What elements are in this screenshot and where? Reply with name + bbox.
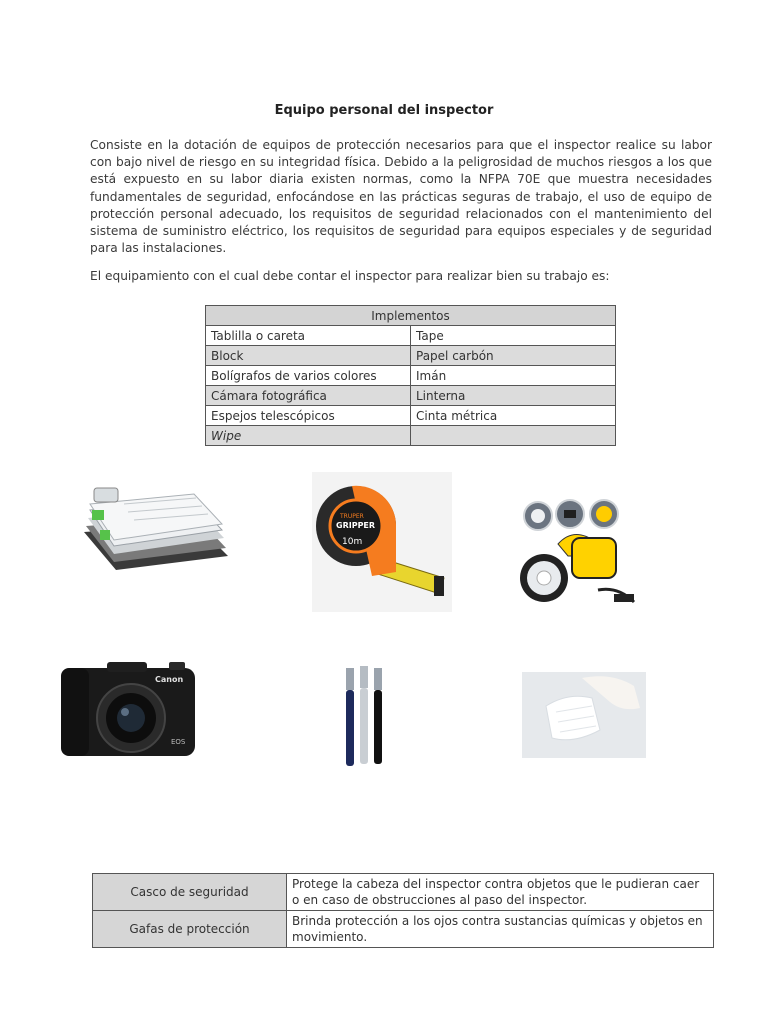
table-cell: Wipe [206,426,411,446]
table-cell: Papel carbón [411,346,616,366]
table-row [93,874,714,911]
safety-item-description: Brinda protección a los ojos contra sustancias químicas y objetos en movimiento. [287,911,714,948]
table-row [206,426,616,446]
implements-table [205,305,616,446]
camera-model-label: EOS [171,738,186,746]
safety-item-description: Protege la cabeza del inspector contra objetos que le pudieran caer o en caso de obstrucciones al paso del inspector. [287,874,714,911]
table-row [206,326,616,346]
measuring-tape-image [312,472,452,612]
table-cell: Imán [411,366,616,386]
camera-brand-label: Canon [155,675,184,684]
table-row [206,346,616,366]
document-title: Equipo personal del inspector [274,103,494,118]
tape-length-label: 10m [342,537,363,547]
flashlight-image [518,498,642,624]
camera-image [57,660,199,764]
table-cell [411,426,616,446]
table-row [206,406,616,426]
table-cell: Tablilla o careta [206,326,411,346]
table-cell: Block [206,346,411,366]
table-row [206,366,616,386]
table-cell: Cinta métrica [411,406,616,426]
table-row [93,911,714,948]
clipboard-image [78,474,230,580]
table-cell: Linterna [411,386,616,406]
table-row [206,386,616,406]
safety-item-label: Gafas de protección [93,911,287,948]
table-cell: Cámara fotográfica [206,386,411,406]
table-cell: Tape [411,326,616,346]
pens-image [340,664,390,770]
safety-equipment-table [92,873,714,948]
table-cell: Bolígrafos de varios colores [206,366,411,386]
safety-item-label: Casco de seguridad [93,874,287,911]
table-cell: Espejos telescópicos [206,406,411,426]
tape-brand-label: TRUPER [340,513,364,520]
wipe-image [522,672,646,758]
equipment-intro-paragraph: El equipamiento con el cual debe contar el inspector para realizar bien su trabajo es: [90,269,610,283]
implements-table-header: Implementos [206,306,616,326]
tape-model-label: GRIPPER [336,521,376,530]
intro-paragraph: Consiste en la dotación de equipos de protección necesarios para que el inspector realice su labor con bajo nivel de riesgo en su integridad física. Debido a la peligrosidad de muchos riesgos a los que está expuesto en su labor diaria existen normas, como la NFPA 70E que muestra necesidades fundamentales de seguridad, enfocándose en las prácticas seguras de trabajo, el uso de equipo de protección personal adecuado, los requisitos de seguridad relacionados con el mantenimiento del sistema de suministro eléctrico, los requisitos de seguridad para equipos especiales y de seguridad para las instalaciones. [90,138,712,256]
